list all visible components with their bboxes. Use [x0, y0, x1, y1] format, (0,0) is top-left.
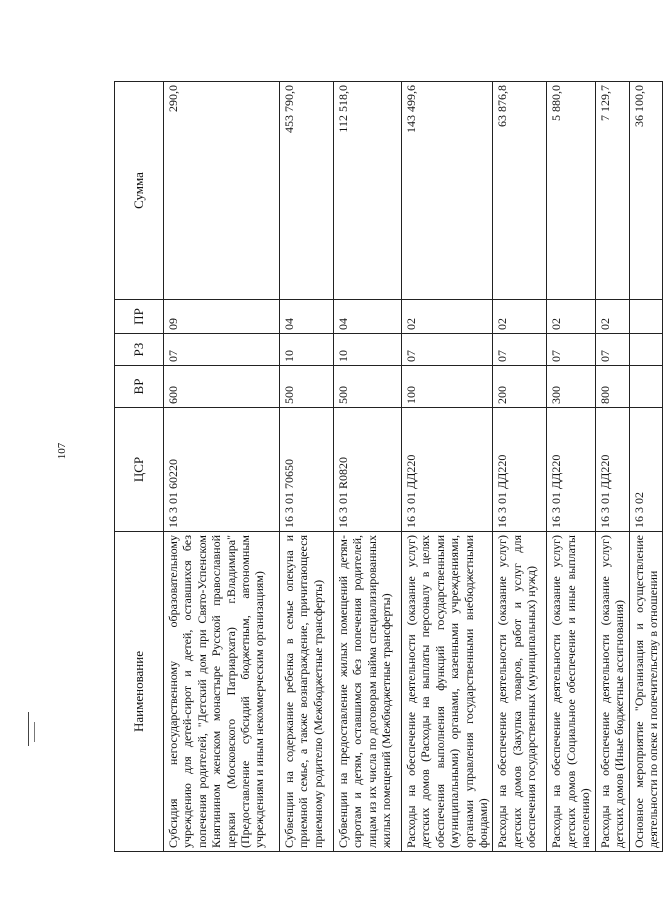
cell-vr: 500: [334, 366, 402, 408]
scan-artifact: [28, 712, 29, 746]
table-row: [164, 82, 280, 852]
table-row: [402, 82, 493, 852]
cell-sum: 143 499,6: [402, 82, 493, 300]
cell-vr: 200: [493, 366, 547, 408]
cell-name: Расходы на обеспечение деятельности (оказание услуг) детских домов (Расходы на выплаты персоналу в целях обеспечения выполнения функций государственными (муниципальными) органами, казенными учреждениями, органами управления государственными внебюджетными фондами): [402, 532, 493, 852]
cell-csr: 16 3 01 ДД220: [595, 408, 629, 532]
cell-pr: 04: [334, 300, 402, 334]
table-row: [280, 82, 334, 852]
cell-csr: 16 3 01 70650: [280, 408, 334, 532]
budget-table: [114, 81, 663, 852]
rotated-page-content: [114, 82, 661, 852]
cell-csr: 16 3 02: [629, 408, 663, 532]
header-name: Наименование: [115, 532, 164, 852]
cell-vr: 500: [280, 366, 334, 408]
cell-sum: 453 790,0: [280, 82, 334, 300]
page-number: 107: [56, 442, 68, 460]
header-pr: ПР: [115, 300, 164, 334]
table-row: [629, 82, 663, 852]
cell-rz: 10: [334, 334, 402, 366]
table-header-row: [115, 82, 164, 852]
cell-vr: [629, 366, 663, 408]
cell-pr: 09: [164, 300, 280, 334]
table-row: [493, 82, 547, 852]
cell-rz: 07: [164, 334, 280, 366]
cell-csr: 16 3 01 ДД220: [402, 408, 493, 532]
cell-sum: 112 518,0: [334, 82, 402, 300]
cell-sum: 63 876,8: [493, 82, 547, 300]
cell-sum: 5 880,0: [547, 82, 595, 300]
cell-vr: 100: [402, 366, 493, 408]
cell-name: Субвенции на содержание ребенка в семье опекуна и приемной семье, а также вознаграждение, причитающееся приемному родителю (Межбюджетные трансферты): [280, 532, 334, 852]
cell-sum: 36 100,0: [629, 82, 663, 300]
cell-pr: 02: [547, 300, 595, 334]
cell-name: Расходы на обеспечение деятельности (оказание услуг) детских домов (Социальное обеспечение и иные выплаты населению): [547, 532, 595, 852]
cell-name: Расходы на обеспечение деятельности (оказание услуг) детских домов (Закупка товаров, работ и услуг для обеспечения государственных (муниципальных) нужд): [493, 532, 547, 852]
cell-pr: 02: [595, 300, 629, 334]
header-csr: ЦСР: [115, 408, 164, 532]
header-vr: ВР: [115, 366, 164, 408]
cell-rz: 10: [280, 334, 334, 366]
scan-artifact: [34, 722, 35, 742]
cell-rz: 07: [493, 334, 547, 366]
cell-rz: [629, 334, 663, 366]
table-row: [595, 82, 629, 852]
cell-name: Субвенции на предоставление жилых помещений детям-сиротам и детям, оставшимся без попечения родителей, лицам из их числа по договорам найма специализированных жилых помещений (Межбюджетные трансферты): [334, 532, 402, 852]
budget-table-area: [114, 82, 661, 852]
table-row: [334, 82, 402, 852]
header-rz: РЗ: [115, 334, 164, 366]
cell-vr: 800: [595, 366, 629, 408]
cell-pr: 02: [402, 300, 493, 334]
cell-csr: 16 3 01 R0820: [334, 408, 402, 532]
cell-rz: 07: [547, 334, 595, 366]
cell-rz: 07: [402, 334, 493, 366]
cell-pr: [629, 300, 663, 334]
cell-sum: 7 129,7: [595, 82, 629, 300]
cell-sum: 290,0: [164, 82, 280, 300]
table-row: [547, 82, 595, 852]
cell-name: Субсидия негосударственному образовательному учреждению для детей-сирот и детей, оставшихся без попечения родителей, "Детский дом при Свято-Успенском Княгинином женском монастыре Русской православной церкви (Московского Патриархата) г.Владимира" (Предоставление субсидий бюджетным, автономным учреждениям и иным некоммерческим организациям): [164, 532, 280, 852]
header-sum: Сумма: [115, 82, 164, 300]
cell-rz: 07: [595, 334, 629, 366]
cell-name: Расходы на обеспечение деятельности (оказание услуг) детских домов (Иные бюджетные ассигнования): [595, 532, 629, 852]
cell-vr: 600: [164, 366, 280, 408]
cell-csr: 16 3 01 ДД220: [493, 408, 547, 532]
cell-pr: 02: [493, 300, 547, 334]
cell-csr: 16 3 01 ДД220: [547, 408, 595, 532]
cell-name: Основное мероприятие "Организация и осуществление деятельности по опеке и попечительству в отношении: [629, 532, 663, 852]
cell-vr: 300: [547, 366, 595, 408]
cell-pr: 04: [280, 300, 334, 334]
cell-csr: 16 3 01 60220: [164, 408, 280, 532]
